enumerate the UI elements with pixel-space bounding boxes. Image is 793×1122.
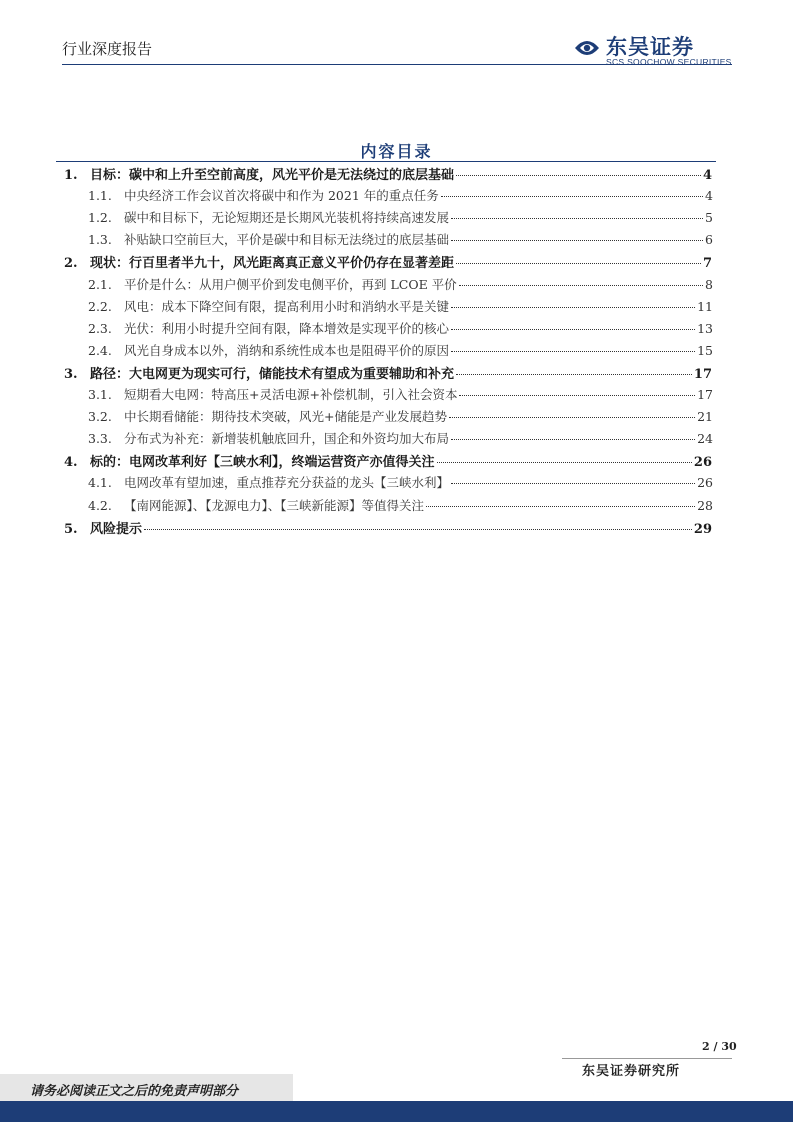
toc-entry-title: 分布式为补充：新增装机触底回升，国企和外资均加大布局 — [124, 431, 450, 447]
brand-name-en — [606, 57, 732, 67]
toc-entry-page: 7 — [702, 256, 712, 272]
toc-subsection-entry[interactable] — [88, 186, 713, 204]
toc-leader-dots — [451, 307, 695, 308]
toc-subsection-entry[interactable] — [88, 208, 713, 226]
toc-subsection-entry[interactable] — [88, 407, 713, 425]
bottom-bar — [0, 1101, 793, 1122]
toc-section-entry[interactable] — [64, 164, 712, 183]
toc-entry-number: 1.2. — [88, 210, 112, 226]
toc-entry-number: 2. — [64, 256, 78, 272]
toc-entry-number: 3.1. — [88, 387, 112, 402]
toc-entry-number: 5. — [64, 521, 78, 537]
toc-subsection-entry[interactable] — [88, 319, 713, 337]
toc-subsection-entry[interactable] — [88, 473, 713, 491]
toc-entry-number: 2.2. — [88, 298, 112, 314]
toc-subsection-entry[interactable] — [88, 341, 713, 359]
toc-entry-number: 2.1. — [88, 276, 112, 292]
toc-entry-title: 标的：电网改革利好【三峡水利】，终端运营资产亦值得关注 — [90, 455, 435, 471]
page-number: 2 / 30 — [702, 1040, 737, 1053]
toc-entry-page: 5 — [705, 210, 713, 226]
report-type-label: 行业深度报告 — [62, 40, 153, 58]
toc-leader-dots — [456, 175, 701, 176]
toc-entry-title: 碳中和目标下，无论短期还是长期风光装机将持续高速发展 — [124, 210, 450, 226]
toc-entry-number: 2.4. — [88, 342, 112, 358]
toc-entry-page: 29 — [693, 521, 712, 537]
toc-entry-title: 路径：大电网更为现实可行，储能技术有望成为重要辅助和补充 — [90, 366, 455, 382]
toc-leader-dots — [451, 483, 695, 484]
toc-section-entry[interactable] — [64, 451, 712, 470]
toc-entry-title: 光伏：利用小时提升空间有限，降本增效是实现平价的核心 — [124, 320, 450, 336]
toc-entry-title: 短期看大电网：特高压+灵活电源+补偿机制，引入社会资本 — [124, 387, 458, 402]
toc-entry-page: 15 — [697, 342, 713, 358]
toc-leader-dots — [459, 285, 703, 286]
toc-entry-page: 21 — [697, 409, 713, 425]
toc-entry-title: 电网改革有望加速，重点推荐充分获益的龙头【三峡水利】 — [124, 475, 450, 491]
toc-subsection-entry[interactable] — [88, 297, 713, 315]
toc-subsection-entry[interactable] — [88, 275, 713, 293]
toc-entry-page: 28 — [697, 497, 713, 513]
toc-entry-title: 【南网能源】、【龙源电力】、【三峡新能源】等值得关注 — [124, 497, 425, 513]
toc-divider — [56, 161, 716, 162]
toc-leader-dots — [456, 263, 701, 264]
toc-entry-page: 26 — [697, 475, 713, 491]
toc-section-entry[interactable] — [64, 252, 712, 271]
toc-leader-dots — [144, 529, 692, 530]
toc-leader-dots — [451, 218, 703, 219]
toc-entry-number: 1. — [64, 168, 78, 183]
toc-subsection-entry[interactable] — [88, 496, 713, 514]
toc-entry-title: 风险提示 — [90, 521, 143, 537]
brand-logo — [571, 33, 731, 67]
footer-divider — [562, 1058, 732, 1059]
toc-leader-dots — [449, 417, 695, 418]
toc-entry-page: 24 — [697, 431, 713, 447]
toc-entry-number: 3.2. — [88, 409, 112, 425]
toc-leader-dots — [451, 439, 695, 440]
toc-entry-page: 6 — [705, 232, 713, 248]
disclaimer-text[interactable]: 请务必阅读正文之后的免责声明部分 — [30, 1084, 239, 1099]
toc-subsection-entry[interactable] — [88, 385, 713, 403]
disclaimer-banner — [0, 1074, 293, 1101]
toc-entry-number: 4.2. — [88, 497, 112, 513]
toc-entry-page: 4 — [702, 168, 712, 183]
toc-entry-number: 2.3. — [88, 320, 112, 336]
toc-entry-title: 中长期看储能：期待技术突破，风光+储能是产业发展趋势 — [124, 409, 447, 425]
toc-leader-dots — [426, 506, 695, 507]
toc-subsection-entry[interactable] — [88, 230, 713, 248]
toc-entry-number: 3.3. — [88, 431, 112, 447]
toc-leader-dots — [451, 351, 695, 352]
toc-entry-page: 8 — [705, 276, 713, 292]
toc-entry-page: 26 — [693, 455, 712, 471]
toc-leader-dots — [441, 196, 703, 197]
toc-entry-number: 1.3. — [88, 232, 112, 248]
toc-section-entry[interactable] — [64, 518, 712, 537]
toc-entry-title: 现状：行百里者半九十，风光距离真正意义平价仍存在显著差距 — [90, 256, 455, 272]
toc-entry-page: 17 — [697, 387, 713, 402]
brand-en-text: SOOCHOW SECURITIES — [627, 57, 732, 67]
toc-leader-dots — [437, 462, 692, 463]
toc-leader-dots — [459, 395, 695, 396]
header-divider — [62, 64, 732, 65]
brand-name-cn: 东吴证券 — [606, 35, 694, 59]
toc-section-entry[interactable] — [64, 363, 712, 382]
toc-leader-dots — [451, 240, 703, 241]
brand-mark: SCS — [606, 57, 625, 67]
toc-leader-dots — [451, 329, 695, 330]
toc-entry-title: 风电：成本下降空间有限，提高利用小时和消纳水平是关键 — [124, 298, 450, 314]
toc-entry-title: 风光自身成本以外，消纳和系统性成本也是阻碍平价的原因 — [124, 342, 450, 358]
toc-entry-page: 4 — [705, 188, 713, 204]
toc-entry-number: 4. — [64, 455, 78, 471]
toc-title: 内容目录 — [360, 142, 433, 161]
toc-entry-title: 补贴缺口空前巨大，平价是碳中和目标无法绕过的底层基础 — [124, 232, 450, 248]
toc-entry-page: 17 — [693, 366, 712, 382]
toc-entry-title: 目标：碳中和上升至空前高度，风光平价是无法绕过的底层基础 — [90, 168, 455, 183]
footer-org: 东吴证券研究所 — [582, 1064, 681, 1079]
toc-leader-dots — [456, 374, 692, 375]
toc-entry-number: 3. — [64, 366, 78, 382]
toc-entry-title: 平价是什么：从用户侧平价到发电侧平价，再到 LCOE 平价 — [124, 276, 457, 292]
toc-subsection-entry[interactable] — [88, 429, 713, 447]
toc-entry-number: 1.1. — [88, 188, 112, 204]
toc-entry-title: 中央经济工作会议首次将碳中和作为 2021 年的重点任务 — [124, 188, 439, 204]
soochow-logo-icon — [571, 33, 603, 63]
toc-entry-page: 13 — [697, 320, 713, 336]
toc-entry-page: 11 — [697, 298, 713, 314]
toc-entry-number: 4.1. — [88, 475, 112, 491]
